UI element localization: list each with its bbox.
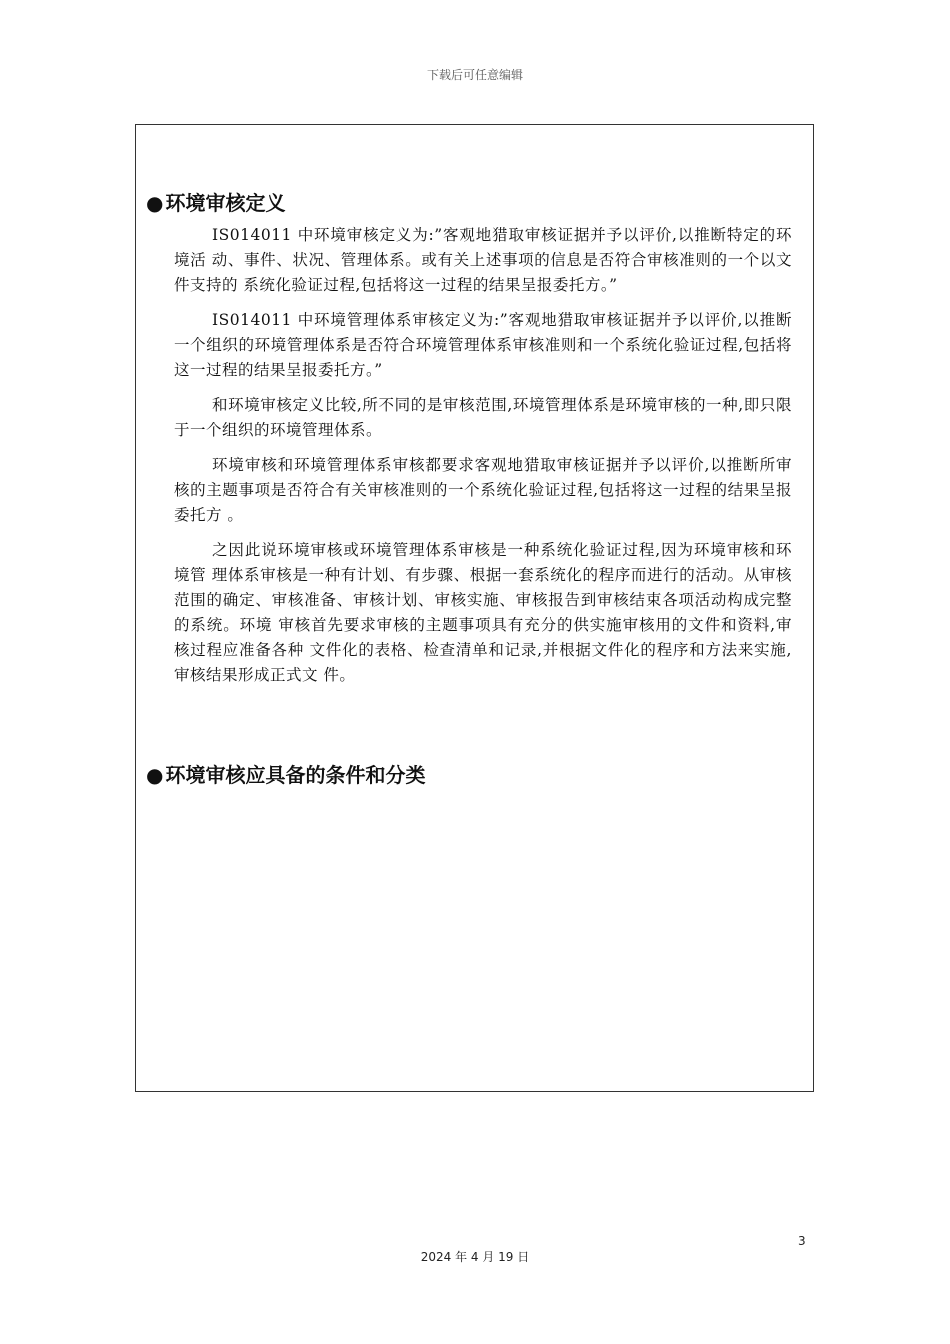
paragraph: 和环境审核定义比较,所不同的是审核范围,环境管理体系是环境审核的一种,即只限于一个组织的环境管理体系。 xyxy=(174,396,792,439)
paragraph: 之因此说环境审核或环境管理体系审核是一种系统化验证过程,因为环境审核和环境管 理体系审核是一种有计划、有步骤、根据一套系统化的程序而进行的活动。从审核范围的确定、审核准备、审核计划、审核实施、审核报告到审核结束各项活动构成完整的系统。环境 审核首先要求审核的主题事项具有充分的供实施审核用的文件和资料,审核过程应准备各种 文件化的表格、检查清单和记录,并根据文件化的程序和方法来实施,审核结果形成正式文 件。 xyxy=(174,541,792,684)
paragraph: IS014011 中环境审核定义为:”客观地猎取审核证据并予以评价,以推断特定的环境活 动、事件、状况、管理体系。或有关上述事项的信息是否符合审核准则的一个以文件支持的 系统化验证过程,包括将这一过程的结果呈报委托方。” xyxy=(174,226,792,294)
page-header-note: 下载后可任意编辑 xyxy=(426,68,523,82)
paragraph: 环境审核和环境管理体系审核都要求客观地猎取审核证据并予以评价,以推断所审核的主题事项是否符合有关审核准则的一个系统化验证过程,包括将这一过程的结果呈报委托方 。 xyxy=(174,456,792,524)
content-frame xyxy=(135,124,814,1092)
paragraph: IS014011 中环境管理体系审核定义为:”客观地猎取审核证据并予以评价,以推断 一个组织的环境管理体系是否符合环境管理体系审核准则和一个系统化验证过程,包括将这一过程的结果呈报委托方。” xyxy=(174,311,792,379)
bullet-icon: ● xyxy=(146,763,164,787)
section-heading-definition xyxy=(146,187,285,216)
section-heading-text: 环境审核应具备的条件和分类 xyxy=(165,763,426,787)
section-heading-text: 环境审核定义 xyxy=(165,191,286,215)
page-date: 2024 年 4 月 19 日 xyxy=(420,1250,530,1264)
definition-body xyxy=(174,223,792,698)
page-number: 3 xyxy=(798,1234,806,1248)
bullet-icon: ● xyxy=(146,191,164,215)
section-heading-conditions xyxy=(146,759,425,788)
